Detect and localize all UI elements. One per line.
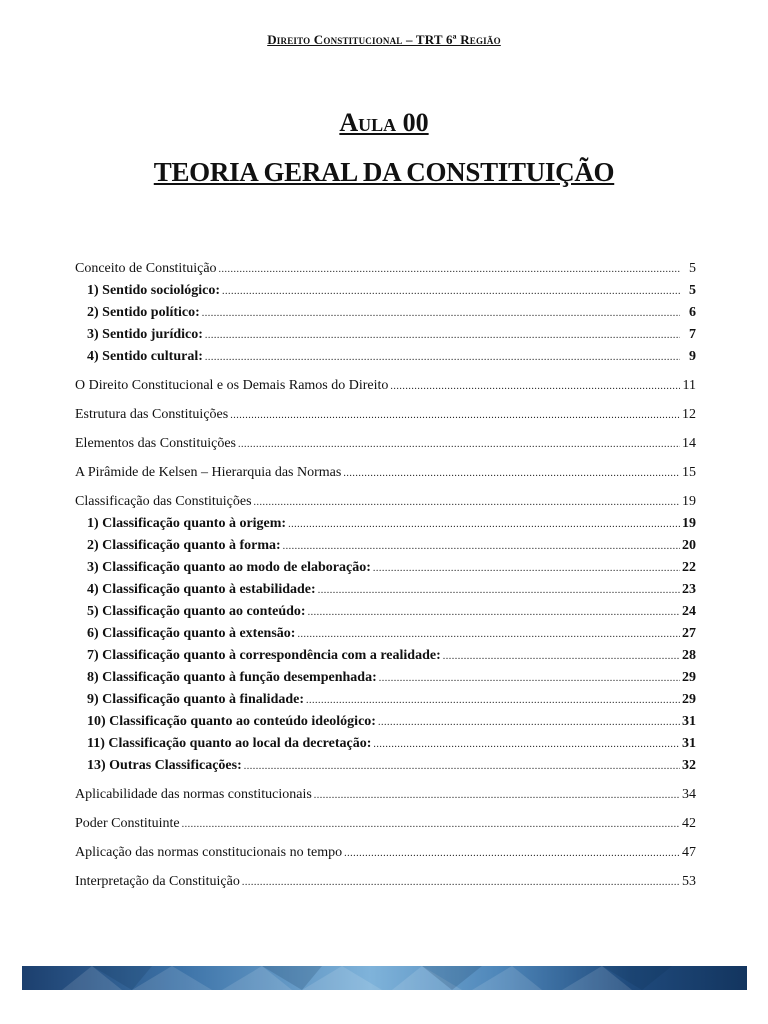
toc-entry-label: 4) Sentido cultural: [87, 349, 203, 364]
toc-page-number: 19 [682, 516, 696, 531]
footer-decorative-band [22, 966, 747, 990]
toc-entry-label: 7) Classificação quanto à correspondência com a realidade: [87, 648, 441, 663]
toc-entry-sentido-juridico[interactable] [75, 324, 696, 346]
toc-leader-dots [219, 259, 680, 281]
toc-entry-label: Aplicabilidade das normas constitucionais [75, 787, 312, 802]
toc-page-number: 20 [682, 538, 696, 553]
toc-entry-classificacao-estabilidade[interactable] [75, 579, 696, 601]
toc-page-number: 53 [682, 874, 696, 889]
toc-entry-classificacao-origem[interactable] [75, 513, 696, 535]
toc-page-number: 6 [689, 305, 696, 320]
toc-entry-label: 11) Classificação quanto ao local da decretação: [87, 736, 372, 751]
toc-entry-classificacao-elaboracao[interactable] [75, 557, 696, 579]
toc-entry-label: 1) Sentido sociológico: [87, 283, 220, 298]
toc-entry-label: 13) Outras Classificações: [87, 758, 242, 773]
toc-entry-sentido-cultural[interactable] [75, 346, 696, 368]
toc-entry-aplicacao-tempo[interactable] [75, 842, 696, 864]
toc-entry-label: 3) Sentido jurídico: [87, 327, 203, 342]
toc-leader-dots [205, 325, 680, 347]
toc-entry-label: O Direito Constitucional e os Demais Ramos do Direito [75, 378, 389, 393]
toc-entry-label: Interpretação da Constituição [75, 874, 240, 889]
toc-leader-dots [283, 536, 680, 558]
page-title: TEORIA GERAL DA CONSTITUIÇÃO [153, 157, 615, 187]
toc-page-number: 27 [682, 626, 696, 641]
toc-entry-label: Classificação das Constituições [75, 494, 252, 509]
toc-page-number: 34 [682, 787, 696, 802]
toc-entry-label: 9) Classificação quanto à finalidade: [87, 692, 305, 707]
toc-leader-dots [318, 580, 680, 602]
toc-page-number: 14 [682, 436, 696, 451]
toc-entry-estrutura[interactable] [75, 404, 696, 426]
toc-leader-dots [244, 756, 680, 778]
toc-leader-dots [230, 405, 680, 427]
lesson-number: Aula 00 [339, 108, 429, 137]
toc-leader-dots [306, 690, 680, 712]
toc-leader-dots [314, 785, 680, 807]
toc-entry-aplicabilidade[interactable] [75, 784, 696, 806]
toc-entry-classificacao-forma[interactable] [75, 535, 696, 557]
toc-page-number: 24 [682, 604, 696, 619]
toc-leader-dots [373, 558, 680, 580]
toc-page-number: 47 [682, 845, 696, 860]
toc-entry-classificacao-extensao[interactable] [75, 623, 696, 645]
toc-leader-dots [238, 434, 680, 456]
toc-entry-label: 8) Classificação quanto à função desempenhada: [87, 670, 377, 685]
toc-leader-dots [222, 281, 680, 303]
toc-page-number: 15 [682, 465, 696, 480]
toc-page-number: 32 [682, 758, 696, 773]
toc-entry-label: 3) Classificação quanto ao modo de elaboração: [87, 560, 371, 575]
toc-entry-elementos[interactable] [75, 433, 696, 455]
toc-entry-label: 2) Sentido político: [87, 305, 200, 320]
toc-entry-label: Poder Constituinte [75, 816, 180, 831]
toc-entry-label: A Pirâmide de Kelsen – Hierarquia das Normas [75, 465, 342, 480]
toc-entry-label: 4) Classificação quanto à estabilidade: [87, 582, 316, 597]
toc-page-number: 22 [682, 560, 696, 575]
toc-entry-label: Estrutura das Constituições [75, 407, 229, 422]
toc-entry-label: 2) Classificação quanto à forma: [87, 538, 281, 553]
toc-page-number: 31 [682, 714, 696, 729]
toc-entry-label: 1) Classificação quanto à origem: [87, 516, 287, 531]
toc-page-number: 5 [689, 261, 696, 276]
toc-page-number: 9 [689, 349, 696, 364]
toc-entry-piramide-kelsen[interactable] [75, 462, 696, 484]
toc-leader-dots [379, 668, 680, 690]
toc-entry-label: 10) Classificação quanto ao conteúdo ideológico: [87, 714, 376, 729]
toc-page-number: 19 [682, 494, 696, 509]
toc-entry-classificacao-ideologico[interactable] [75, 711, 696, 733]
toc-entry-classificacao-realidade[interactable] [75, 645, 696, 667]
toc-page-number: 29 [682, 670, 696, 685]
toc-page-number: 42 [682, 816, 696, 831]
table-of-contents [75, 258, 696, 893]
toc-entry-sentido-politico[interactable] [75, 302, 696, 324]
toc-entry-classificacao-conteudo[interactable] [75, 601, 696, 623]
toc-page-number: 29 [682, 692, 696, 707]
toc-entry-sentido-sociologico[interactable] [75, 280, 696, 302]
toc-page-number: 5 [689, 283, 696, 298]
toc-entry-label: 6) Classificação quanto à extensão: [87, 626, 296, 641]
toc-page-number: 11 [682, 378, 696, 393]
toc-leader-dots [254, 492, 680, 514]
toc-leader-dots [288, 514, 680, 536]
toc-entry-direito-constitucional[interactable] [75, 375, 696, 397]
toc-entry-label: Conceito de Constituição [75, 261, 217, 276]
toc-leader-dots [308, 602, 680, 624]
toc-leader-dots [202, 303, 680, 325]
toc-leader-dots [205, 347, 680, 369]
toc-page-number: 7 [689, 327, 696, 342]
toc-entry-label: Elementos das Constituições [75, 436, 236, 451]
toc-page-number: 12 [682, 407, 696, 422]
toc-leader-dots [344, 843, 680, 865]
toc-leader-dots [343, 463, 680, 485]
toc-leader-dots [378, 712, 680, 734]
toc-entry-conceito[interactable] [75, 258, 696, 280]
toc-leader-dots [182, 814, 680, 836]
toc-page-number: 28 [682, 648, 696, 663]
toc-entry-interpretacao[interactable] [75, 871, 696, 893]
toc-page-number: 23 [682, 582, 696, 597]
toc-entry-classificacao[interactable] [75, 491, 696, 513]
toc-entry-label: Aplicação das normas constitucionais no tempo [75, 845, 343, 860]
toc-leader-dots [297, 624, 680, 646]
toc-entry-outras-classificacoes[interactable] [75, 755, 696, 777]
toc-entry-classificacao-funcao[interactable] [75, 667, 696, 689]
toc-leader-dots [390, 376, 680, 398]
toc-entry-poder-constituinte[interactable] [75, 813, 696, 835]
toc-leader-dots [373, 734, 680, 756]
toc-entry-label: 5) Classificação quanto ao conteúdo: [87, 604, 306, 619]
toc-leader-dots [242, 872, 680, 894]
footer-pattern-graphic [22, 966, 747, 990]
toc-entry-classificacao-finalidade[interactable] [75, 689, 696, 711]
running-header: Direito Constitucional – TRT 6ª Região [267, 32, 501, 47]
toc-entry-classificacao-decretacao[interactable] [75, 733, 696, 755]
toc-page-number: 31 [682, 736, 696, 751]
toc-leader-dots [443, 646, 680, 668]
